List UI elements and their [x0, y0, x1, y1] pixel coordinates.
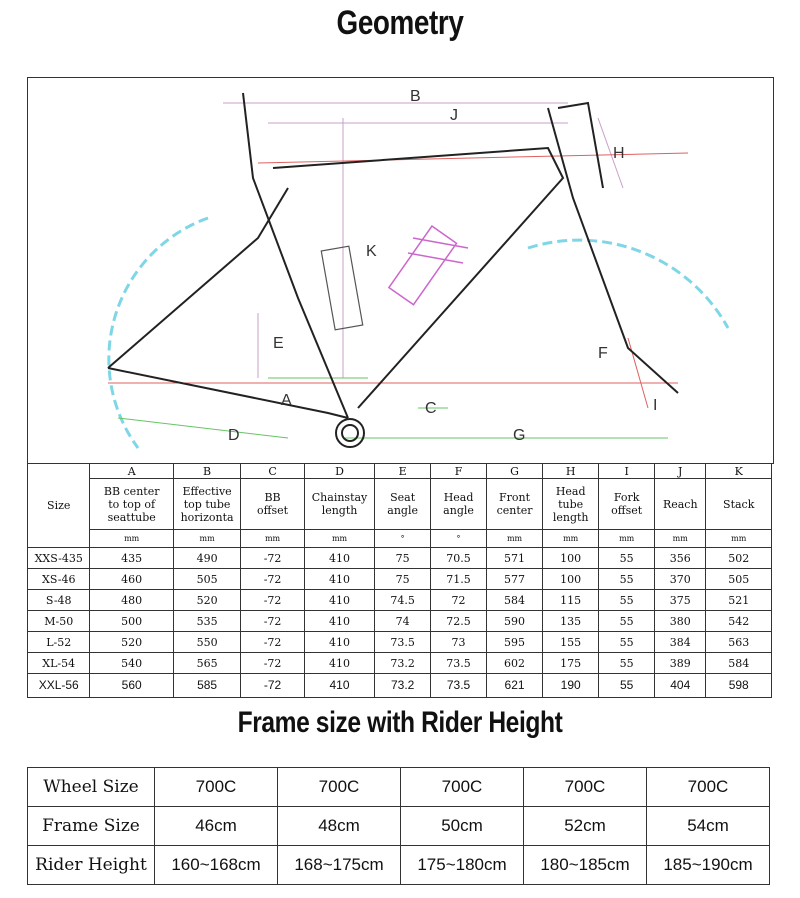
- column-name: [431, 479, 487, 530]
- value-cell: -72: [241, 611, 305, 632]
- column-name-line: tube: [558, 497, 584, 511]
- column-name: [304, 479, 374, 530]
- value-cell: 410: [304, 590, 374, 611]
- front-wheel-arc: [528, 240, 728, 328]
- column-letter: G: [486, 464, 542, 479]
- value-cell: 168~175cm: [278, 846, 401, 885]
- value-cell: -72: [241, 590, 305, 611]
- label-j: J: [450, 107, 458, 124]
- value-cell: 595: [486, 632, 542, 653]
- value-cell: 160~168cm: [155, 846, 278, 885]
- bottle-icon-2: [321, 246, 362, 330]
- bike-frame: [108, 93, 678, 447]
- value-cell: -72: [241, 569, 305, 590]
- column-name-line: Head: [555, 484, 586, 498]
- size-cell: XS-46: [28, 569, 90, 590]
- column-name-line: length: [321, 504, 358, 517]
- value-cell: 490: [173, 548, 240, 569]
- column-name-line: center: [496, 504, 533, 517]
- value-cell: -72: [241, 632, 305, 653]
- column-letter: A: [90, 464, 173, 479]
- unit-cell: mm: [543, 530, 599, 548]
- value-cell: 356: [655, 548, 706, 569]
- column-name: [706, 479, 772, 530]
- column-letter: J: [655, 464, 706, 479]
- column-name-line: Front: [499, 491, 531, 504]
- column-name-line: top tube: [183, 497, 231, 511]
- column-name: [655, 479, 706, 530]
- unit-cell: mm: [173, 530, 240, 548]
- column-name-line: length: [552, 510, 589, 524]
- value-cell: 100: [543, 569, 599, 590]
- value-cell: 72: [431, 590, 487, 611]
- label-d: D: [228, 427, 240, 444]
- value-cell: 480: [90, 590, 173, 611]
- label-g: G: [513, 427, 526, 444]
- column-letter: I: [599, 464, 655, 479]
- value-cell: 73.5: [431, 653, 487, 674]
- value-cell: 500: [90, 611, 173, 632]
- value-cell: 700C: [647, 768, 770, 807]
- value-cell: 410: [304, 632, 374, 653]
- size-cell: L-52: [28, 632, 90, 653]
- value-cell: 74: [375, 611, 431, 632]
- size-cell: XXL-56: [28, 674, 90, 698]
- table-row: [28, 807, 770, 846]
- value-cell: 621: [486, 674, 542, 698]
- unit-cell: °: [375, 530, 431, 548]
- value-cell: 75: [375, 569, 431, 590]
- bottle-icon: [389, 226, 468, 305]
- value-cell: 521: [706, 590, 772, 611]
- column-letter: F: [431, 464, 487, 479]
- unit-row: [28, 530, 772, 548]
- unit-cell: mm: [241, 530, 305, 548]
- column-name-line: Reach: [662, 497, 698, 511]
- value-cell: 71.5: [431, 569, 487, 590]
- page-title: Geometry: [336, 4, 464, 42]
- value-cell: 505: [706, 569, 772, 590]
- unit-cell: mm: [599, 530, 655, 548]
- value-cell: 55: [599, 569, 655, 590]
- value-cell: 115: [543, 590, 599, 611]
- unit-cell: °: [431, 530, 487, 548]
- value-cell: 55: [599, 653, 655, 674]
- table-row: [28, 569, 772, 590]
- value-cell: 700C: [401, 768, 524, 807]
- column-name-line: Seat: [390, 491, 416, 504]
- unit-cell: mm: [655, 530, 706, 548]
- value-cell: 155: [543, 632, 599, 653]
- table-row: [28, 653, 772, 674]
- table-row: [28, 674, 772, 698]
- table-row: [28, 611, 772, 632]
- row-label: Frame Size: [28, 807, 155, 846]
- value-cell: 598: [706, 674, 772, 698]
- value-cell: 410: [304, 569, 374, 590]
- value-cell: 460: [90, 569, 173, 590]
- value-cell: 185~190cm: [647, 846, 770, 885]
- value-cell: 75: [375, 548, 431, 569]
- label-i: I: [653, 397, 658, 414]
- column-name: [486, 479, 542, 530]
- label-a: A: [281, 392, 292, 409]
- column-name-line: angle: [387, 504, 418, 517]
- value-cell: 550: [173, 632, 240, 653]
- value-cell: 180~185cm: [524, 846, 647, 885]
- value-cell: 55: [599, 590, 655, 611]
- rear-wheel-arc: [109, 218, 208, 448]
- value-cell: 46cm: [155, 807, 278, 846]
- column-name-line: offset: [611, 504, 643, 517]
- column-name-line: Stack: [723, 497, 755, 511]
- value-cell: 384: [655, 632, 706, 653]
- value-cell: 520: [173, 590, 240, 611]
- value-cell: 54cm: [647, 807, 770, 846]
- value-cell: 590: [486, 611, 542, 632]
- value-cell: 370: [655, 569, 706, 590]
- value-cell: 410: [304, 611, 374, 632]
- row-label: Rider Height: [28, 846, 155, 885]
- value-cell: 410: [304, 653, 374, 674]
- value-cell: 55: [599, 548, 655, 569]
- value-cell: 404: [655, 674, 706, 698]
- value-cell: 380: [655, 611, 706, 632]
- label-f: F: [598, 345, 608, 362]
- value-cell: 175~180cm: [401, 846, 524, 885]
- value-cell: -72: [241, 548, 305, 569]
- value-cell: 70.5: [431, 548, 487, 569]
- column-name-line: Chainstay: [311, 491, 368, 504]
- value-cell: 584: [486, 590, 542, 611]
- size-header: Size: [28, 464, 90, 548]
- value-cell: 410: [304, 674, 374, 698]
- column-letter: D: [304, 464, 374, 479]
- value-cell: -72: [241, 653, 305, 674]
- value-cell: 585: [173, 674, 240, 698]
- column-name-line: BB: [264, 491, 281, 504]
- value-cell: 375: [655, 590, 706, 611]
- value-cell: 50cm: [401, 807, 524, 846]
- section-title: Frame size with Rider Height: [237, 706, 563, 739]
- table-row: [28, 768, 770, 807]
- table-row: [28, 548, 772, 569]
- value-cell: 505: [173, 569, 240, 590]
- label-e: E: [273, 335, 284, 352]
- value-cell: 55: [599, 611, 655, 632]
- value-cell: 72.5: [431, 611, 487, 632]
- value-cell: 540: [90, 653, 173, 674]
- column-name-line: angle: [443, 504, 474, 517]
- frame-drawing: [28, 78, 773, 463]
- value-cell: 74.5: [375, 590, 431, 611]
- value-cell: 584: [706, 653, 772, 674]
- label-b: B: [410, 88, 421, 105]
- value-cell: 577: [486, 569, 542, 590]
- column-letter: H: [543, 464, 599, 479]
- column-name-line: Fork: [613, 491, 640, 504]
- column-letter: E: [375, 464, 431, 479]
- label-k: K: [366, 243, 377, 260]
- size-cell: S-48: [28, 590, 90, 611]
- size-cell: M-50: [28, 611, 90, 632]
- label-c: C: [425, 400, 437, 417]
- value-cell: 190: [543, 674, 599, 698]
- value-cell: 410: [304, 548, 374, 569]
- value-cell: 73.5: [375, 632, 431, 653]
- value-cell: 55: [599, 674, 655, 698]
- column-name-line: to top of: [108, 497, 156, 511]
- value-cell: 700C: [155, 768, 278, 807]
- value-cell: 520: [90, 632, 173, 653]
- value-cell: 571: [486, 548, 542, 569]
- column-name-line: seattube: [107, 510, 156, 524]
- label-h: H: [613, 145, 625, 162]
- value-cell: 73.2: [375, 653, 431, 674]
- unit-cell: mm: [304, 530, 374, 548]
- value-cell: 389: [655, 653, 706, 674]
- value-cell: 565: [173, 653, 240, 674]
- size-cell: XL-54: [28, 653, 90, 674]
- value-cell: 55: [599, 632, 655, 653]
- value-cell: 435: [90, 548, 173, 569]
- column-name: [543, 479, 599, 530]
- value-cell: 175: [543, 653, 599, 674]
- row-label: Wheel Size: [28, 768, 155, 807]
- column-name: [90, 479, 173, 530]
- value-cell: 135: [543, 611, 599, 632]
- value-cell: 73: [431, 632, 487, 653]
- unit-cell: mm: [90, 530, 173, 548]
- column-name-line: offset: [257, 504, 289, 517]
- value-cell: 48cm: [278, 807, 401, 846]
- unit-cell: mm: [486, 530, 542, 548]
- column-name: [375, 479, 431, 530]
- value-cell: 563: [706, 632, 772, 653]
- value-cell: 700C: [278, 768, 401, 807]
- value-cell: 535: [173, 611, 240, 632]
- column-name: [173, 479, 240, 530]
- value-cell: 542: [706, 611, 772, 632]
- column-name-line: BB center: [103, 484, 160, 498]
- column-letter: K: [706, 464, 772, 479]
- value-cell: 560: [90, 674, 173, 698]
- table-row: [28, 590, 772, 611]
- column-name-line: horizonta: [180, 510, 234, 524]
- value-cell: 100: [543, 548, 599, 569]
- geometry-diagram: [27, 77, 774, 464]
- geometry-table: [27, 463, 772, 698]
- value-cell: 502: [706, 548, 772, 569]
- column-letter: B: [173, 464, 240, 479]
- column-letter: C: [241, 464, 305, 479]
- value-cell: 700C: [524, 768, 647, 807]
- column-name-line: Head: [443, 491, 474, 504]
- value-cell: 73.5: [431, 674, 487, 698]
- column-name-row: [28, 479, 772, 530]
- value-cell: 602: [486, 653, 542, 674]
- column-name-line: Effective: [182, 484, 232, 498]
- table-row: [28, 632, 772, 653]
- value-cell: -72: [241, 674, 305, 698]
- column-name: [241, 479, 305, 530]
- size-cell: XXS-435: [28, 548, 90, 569]
- table-row: [28, 846, 770, 885]
- red-dimensions: [108, 153, 688, 408]
- column-name: [599, 479, 655, 530]
- column-letter-row: [28, 464, 772, 479]
- value-cell: 52cm: [524, 807, 647, 846]
- value-cell: 73.2: [375, 674, 431, 698]
- unit-cell: mm: [706, 530, 772, 548]
- rider-height-table: [27, 767, 770, 885]
